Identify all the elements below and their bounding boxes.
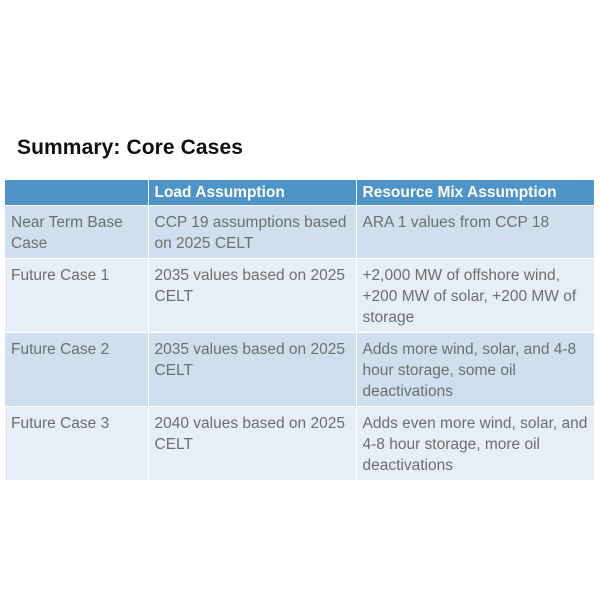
header-load-assumption: Load Assumption [148, 180, 356, 206]
cell-resource: ARA 1 values from CCP 18 [356, 206, 594, 259]
cell-case: Future Case 2 [5, 333, 148, 407]
cell-resource: Adds more wind, solar, and 4-8 hour storage, some oil deactivations [356, 333, 594, 407]
core-cases-table [5, 180, 594, 480]
page-title: Summary: Core Cases [17, 136, 243, 159]
cell-resource: Adds even more wind, solar, and 4-8 hour storage, more oil deactivations [356, 407, 594, 481]
cell-load: CCP 19 assumptions based on 2025 CELT [148, 206, 356, 259]
cell-case: Near Term Base Case [5, 206, 148, 259]
table-row [5, 206, 594, 259]
table-row [5, 333, 594, 407]
table-row [5, 259, 594, 333]
header-resource-mix-assumption: Resource Mix Assumption [356, 180, 594, 206]
table-row [5, 407, 594, 481]
cell-resource: +2,000 MW of offshore wind, +200 MW of solar, +200 MW of storage [356, 259, 594, 333]
cell-load: 2035 values based on 2025 CELT [148, 333, 356, 407]
header-case [5, 180, 148, 206]
cell-case: Future Case 3 [5, 407, 148, 481]
cell-load: 2035 values based on 2025 CELT [148, 259, 356, 333]
cell-case: Future Case 1 [5, 259, 148, 333]
table-header-row [5, 180, 594, 206]
cell-load: 2040 values based on 2025 CELT [148, 407, 356, 481]
